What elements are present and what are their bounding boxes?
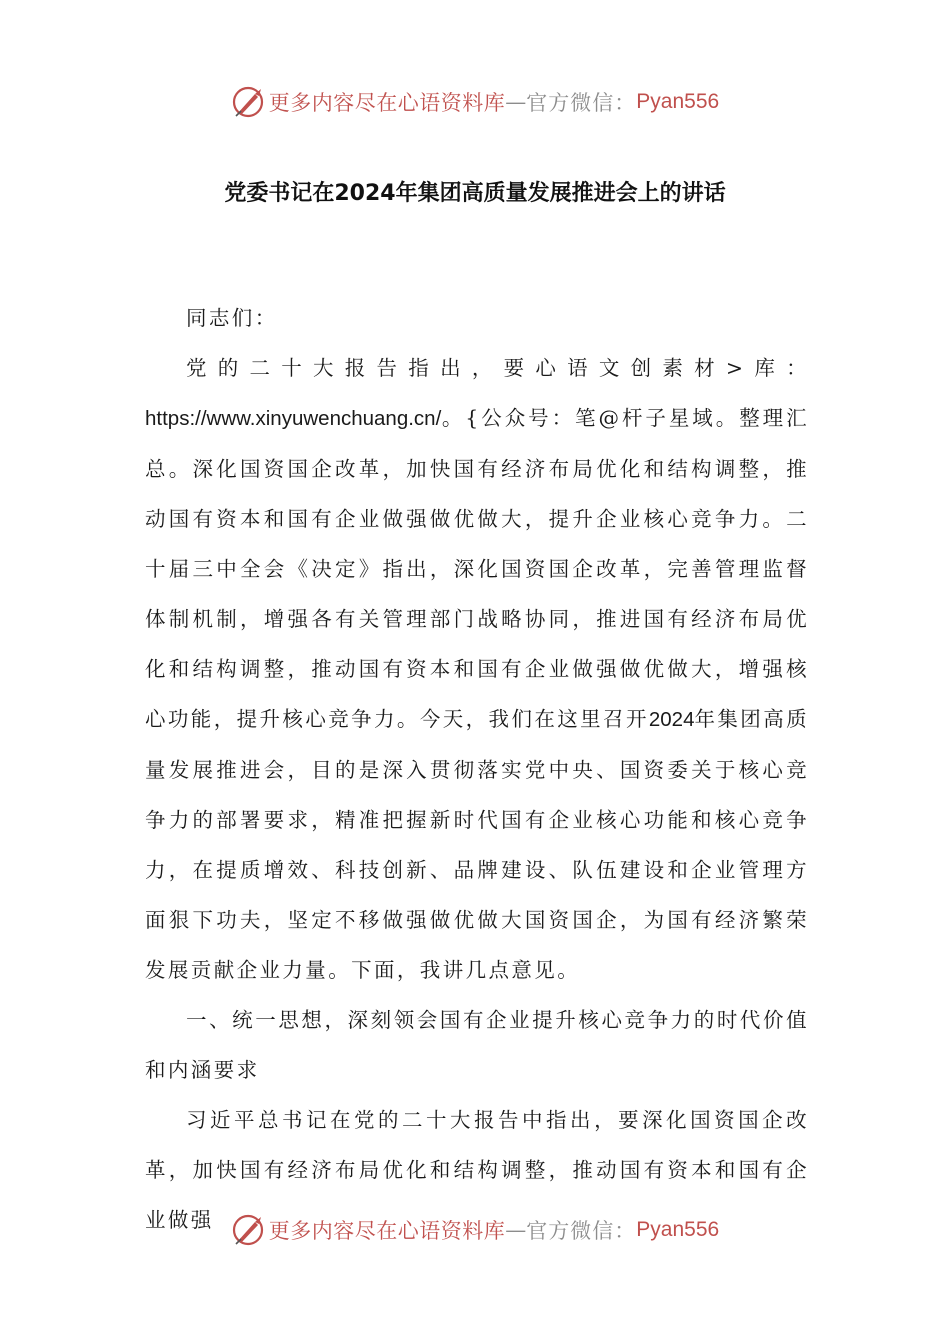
paragraph-1-year: 2024 (648, 708, 695, 731)
footer-banner (0, 1210, 950, 1250)
paragraph-2: 习近平总书记在党的二十大报告中指出，要深化国资国企改革，加快国有经济布局优化和结构调整，推动国有资本和国有企业做强 (145, 1108, 809, 1232)
quill-pen-logo-icon (231, 85, 265, 119)
banner-dash: — (505, 1218, 527, 1242)
banner-wechat-id: Pyan556 (636, 1218, 720, 1241)
banner-promo-text: 更多内容尽在心语资料库 (268, 1219, 506, 1243)
header-banner (0, 82, 950, 122)
banner-wechat-id: Pyan556 (636, 90, 720, 113)
document-title: 党委书记在2024年集团高质量发展推进会上的讲话 (224, 181, 726, 206)
paragraph-1 (145, 343, 809, 995)
quill-pen-logo-icon (231, 1213, 265, 1247)
banner-wechat-label: 官方微信： (526, 91, 637, 115)
banner-wechat-label: 官方微信： (526, 1219, 637, 1243)
section-heading-1: 一、统一思想，深刻领会国有企业提升核心竞争力的时代价值和内涵要求 (145, 1008, 809, 1082)
paragraph-1-part-c: 年集团高质量发展推进会，目的是深入贯彻落实党中央、国资委关于核心竞争力的部署要求，精准把握新时代国有企业核心功能和核心竞争力，在提质增效、科技创新、品牌建设、队伍建设和企业管理方面狠下功夫，坚定不移做强做优做大国资国企，为国有经济繁荣发展贡献企业力量。下面，我讲几点意见。 (145, 707, 809, 982)
paragraph-1-part-b: 。{公众号：笔@杆子星域。整理汇总。深化国资国企改革，加快国有经济布局优化和结构调整，推动国有资本和国有企业做强做优做大，提升企业核心竞争力。二十届三中全会《决定》指出，深化国资国企改革，完善管理监督体制机制，增强各有关管理部门战略协同，推进国有经济布局优化和结构调整，推动国有资本和国有企业做强做优做大，增强核心功能，提升核心竞争力。今天，我们在这里召开 (145, 406, 809, 731)
document-body (145, 293, 809, 1245)
banner-promo-text: 更多内容尽在心语资料库 (268, 91, 506, 115)
source-url-link[interactable]: https://www.xinyuwenchuang.cn/ (145, 407, 442, 430)
salutation: 同志们： (186, 306, 278, 330)
paragraph-1-part-a: 党的二十大报告指出，要心语文创素材>库： (186, 356, 809, 380)
banner-dash: — (505, 90, 527, 114)
